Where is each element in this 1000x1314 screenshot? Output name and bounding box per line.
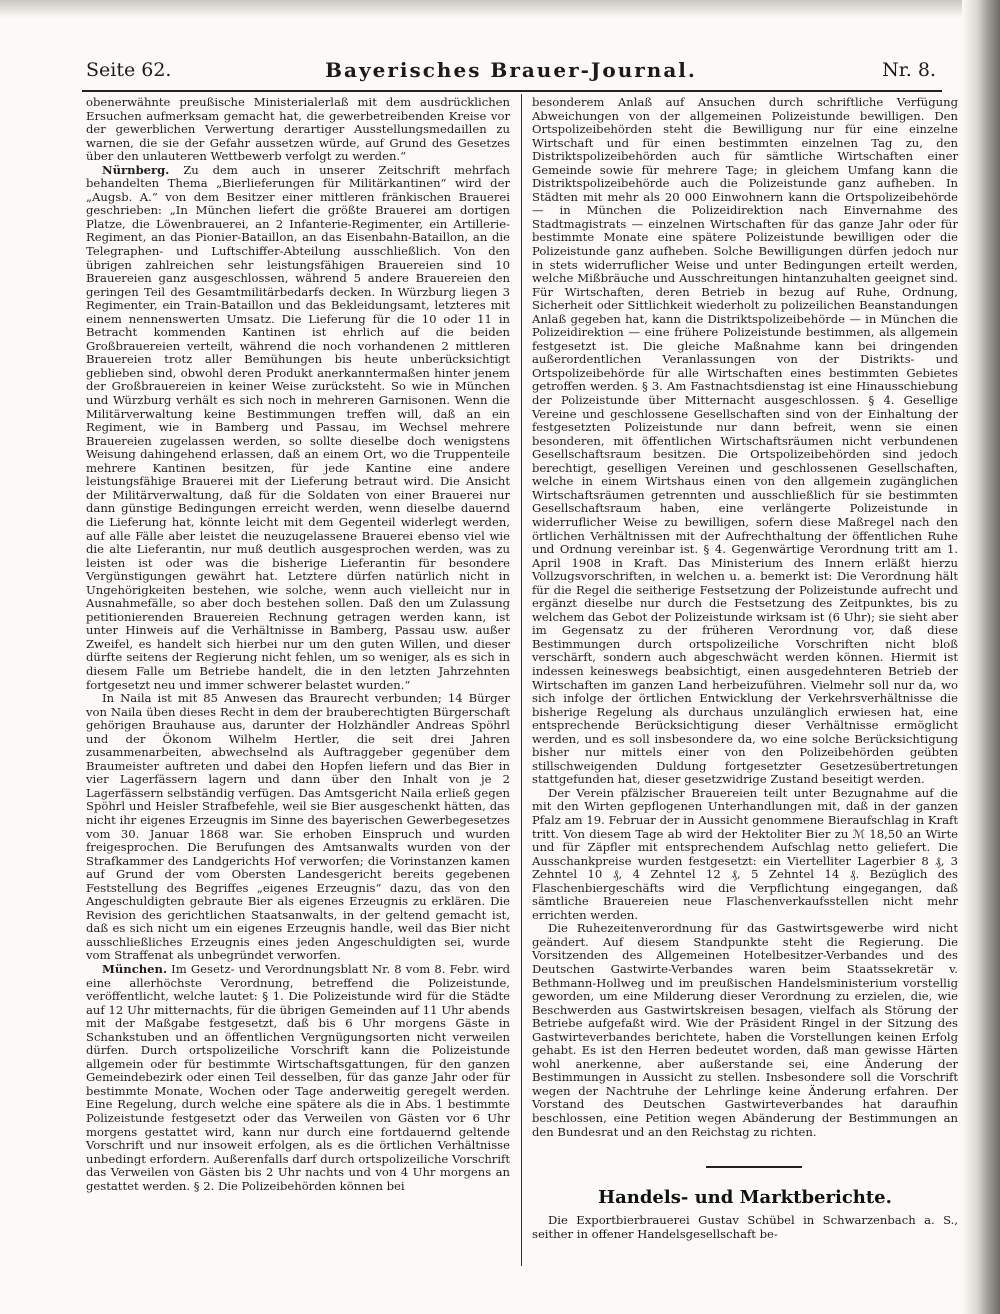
section-body xyxy=(532,1214,958,1241)
paragraph-ministerialerlass: obenerwähnte preußische Ministerialerlaß mit dem ausdrücklichen Ersuchen aufmerksam gemacht hat, die gewerbetreibenden Kreise vor der gewerblichen Verwertung derartiger Ausstellungsmedaillen zu warnen, die sie der Gefahr aussetzen würde, auf Grund des Gesetzes über den unlauteren Wettbewerb verfolgt zu werden.“ xyxy=(86,95,510,164)
scan-binding-shadow xyxy=(962,0,1000,1314)
paragraph-nuernberg xyxy=(86,164,510,692)
section-heading: Handels- und Marktberichte. xyxy=(598,1187,892,1208)
paragraph-muenchen-text: Im Gesetz- und Verordnungsblatt Nr. 8 vom 8. Febr. wird eine allerhöchste Verordnung, betreffend die Polizeistunde, veröffentlicht, welche lautet: § 1. Die Polizeistunde wird für die Städte auf 12 Uhr mitternachts, für die übrigen Gemeinden auf 11 Uhr abends mit der Maßgabe festgesetzt, daß bis 6 Uhr morgens Gäste in Schankstuben und an öffentlichen Vergnügungsorten nicht verweilen dürfen. Durch ortspolizeiliche Vorschrift kann die Polizeistunde allgemein oder für bestimmte Wirtschaftsgattungen, für den ganzen Gemeindebezirk oder einen Teil desselben, für das ganze Jahr oder für bestimmte Monate, Wochen oder Tage anderweitig geregelt werden. Eine Regelung, durch welche eine spätere als die in Abs. 1 bestimmte Polizeistunde festgesetzt oder das Verweilen von Gästen vor 6 Uhr morgens gestattet wird, kann nur durch eine fortdauernd geltende Vorschrift und nur insoweit erfolgen, als es die örtlichen Verhältnisse unbedingt erfordern. Außerenfalls darf durch ortspolizeiliche Vorschrift das Verweilen von Gästen bis 2 Uhr nachts und von 4 Uhr morgens an gestattet werden. § 2. Die Polizeibehörden können bei xyxy=(86,962,510,1193)
paragraph-naila: In Naila ist mit 85 Anwesen das Braurecht verbunden; 14 Bürger von Naila üben dieses Recht in dem der brauberechtigten Bürgerschaft gehörigen Brauhause aus, darunter der Holzhändler Andreas Spöhrl und der Ökonom Wilhelm Hertler, die seit drei Jahren zusammenarbeiten, abwechselnd als Auftraggeber gegenüber dem Braumeister auftreten und dabei den Hopfen liefern und das Bier in vier Lagerfässern lagern und dann über den Inhalt von je 2 Lagerfässern selbständig verfügen. Das Amtsgericht Naila erließ gegen Spöhrl und Heisler Strafbefehle, weil sie Bier ausgeschenkt hätten, das nicht ihr eigenes Erzeugnis im Sinne des bayerischen Gewerbegesetzes vom 30. Januar 1868 war. Sie erhoben Einspruch und wurden freigesprochen. Die Berufungen des Amtsanwalts wurden von der Strafkammer des Landgerichts Hof verworfen; die Vorinstanzen kamen auf Grund der vom Obersten Landesgericht bereits gegebenen Feststellung des Begriffes „eigenes Erzeugnis“ dazu, das von den Angeschuldigten gebraute Bier als eigenes Erzeugnis zu erklären. Die Revision des gerichtlichen Staatsanwalts, in der geltend gemacht ist, daß es sich nicht um ein eigenes Erzeugnis handle, weil das Bier nicht ausschließliches Erzeugnis eines jeden Angeschuldigten sei, wurde vom Straffenat als unbegründet verworfen. xyxy=(86,691,510,963)
section-rule xyxy=(706,1166,802,1168)
dateline-muenchen: München. xyxy=(102,962,168,976)
paragraph-verein-pfaelzischer-brauereien: Der Verein pfälzischer Brauereien teilt unter Bezugnahme auf die mit den Wirten gepflogenen Unterhandlungen mit, daß in der ganzen Pfalz am 19. Februar der in Aussicht genommene Bieraufschlag in Kraft tritt. Von diesem Tage ab wird der Hektoliter Bier zu ℳ 18,50 an Wirte und für Zäpfler mit entsprechendem Aufschlag netto geliefert. Die Ausschankpreise wurden festgesetzt: ein Viertelliter Lagerbier 8 ₰, 3 Zehntel 10 ₰, 4 Zehntel 12 ₰, 5 Zehntel 14 ₰. Bezüglich des Flaschenbiergeschäfts wird die Verpflichtung eingegangen, daß sämtliche Brauereien neue Flaschenverkaufsstellen nicht mehr errichten werden. xyxy=(532,785,958,922)
paragraph-exportbierbrauerei: Die Exportbierbrauerei Gustav Schübel in Schwarzenbach a. S., seither in offener Handelsgesellschaft be- xyxy=(532,1213,958,1241)
scan-top-shadow xyxy=(0,0,1000,18)
left-column xyxy=(86,96,510,1193)
paragraph-polizeistunde-continued: besonderem Anlaß auf Ansuchen durch schriftliche Verfügung Abweichungen von der allgemeinen Polizeistunde bewilligen. Den Ortspolizeibehörden steht die Bewilligung nur für eine einzelne Wirtschaft und für einen bestimmten einzelnen Tag zu, den Distriktspolizeibehörden auch für sämtliche Wirtschaften einer Gemeinde sowie für mehrere Tage; in gleichem Umfang kann die Distriktspolizeibehörde auch die Polizeistunde ganz aufheben. In Städten mit mehr als 20 000 Einwohnern kann die Ortspolizeibehörde — in München die Polizeidirektion nach Einvernahme des Stadtmagistrats — einzelnen Wirtschaften für das ganze Jahr oder für bestimmte Monate eine spätere Polizeistunde bewilligen oder die Polizeistunde ganz aufheben. Solche Bewilligungen dürfen jedoch nur in stets widerruflicher Weise und unter Bedingungen erteilt werden, welche Mißbräuche und Ausschreitungen hintanzuhalten geeignet sind. Für Wirtschaften, deren Betrieb in bezug auf Ruhe, Ordnung, Sicherheit oder Sittlichkeit wiederholt zu polizeilichen Beanstandungen Anlaß gegeben hat, kann die Distriktspolizeibehörde — in München die Polizeidirektion — eine frühere Polizeistunde bestimmen, als allgemein festgesetzt ist. Die gleiche Maßnahme kann bei dringenden außerordentlichen Veranlassungen von der Distrikts- und Ortspolizeibehörde für alle Wirtschaften eines bestimmten Gebietes getroffen werden. § 3. Am Fastnachtsdienstag ist eine Hinausschiebung der Polizeistunde über Mitternacht ausgeschlossen. § 4. Gesellige Vereine und geschlossene Gesellschaften sind von der Einhaltung der festgesetzten Polizeistunde nur dann befreit, wenn sie einen besonderen, mit öffentlichen Wirtschaftsräumen nicht verbundenen Gesellschaftsraum besitzen. Die Ortspolizeibehörden sind jedoch berechtigt, geselligen Vereinen und geschlossenen Gesellschaften, welche in einem Wirtshaus einen von den allgemein zugänglichen Wirtschaftsräumen getrennten und ausschließlich für sie bestimmten Gesellschaftsraum haben, eine verlängerte Polizeistunde in widerruflicher Weise zu bewilligen, sofern diese Maßregel nach den örtlichen Verhältnissen mit der Aufrechthaltung der öffentlichen Ruhe und Ordnung vereinbar ist. § 4. Gegenwärtige Verordnung tritt am 1. April 1908 in Kraft. Das Ministerium des Innern erläßt hierzu Vollzugsvorschriften, in welchen u. a. bemerkt ist: Die Verordnung hält für die Regel die seitherige Festsetzung der Polizeistunde aufrecht und ergänzt dieselbe nur durch die Festsetzung des Zeitpunktes, bis zu welchem das Gebot der Polizeistunde wirksam ist (6 Uhr); sie sieht aber im Gegensatz zu der früheren Verordnung vor, daß diese Bestimmungen durch ortspolizeiliche Vorschriften nicht bloß verschärft, sondern auch abgeschwächt werden können. Hiermit ist indessen keineswegs beabsichtigt, einen ausgedehnteren Betrieb der Wirtschaften im ganzen Land herbeizuführen. Vielmehr soll nur da, wo sich infolge der örtlichen Entwicklung der Verkehrsverhältnisse die bisherige Regelung als durchaus unzulänglich erwiesen hat, eine entsprechende Berücksichtigung dieser Verhältnisse ermöglicht werden, und es soll insbesondere da, wo eine solche Berücksichtigung bisher nur mittels einer von den Polizeibehörden geübten stillschweigenden Duldung fortgesetzter Gesetzesübertretungen stattgefunden hat, dieser gesetzwidrige Zustand beseitigt werden. xyxy=(532,95,958,787)
paragraph-ruhezeitenverordnung: Die Ruhezeitenverordnung für das Gastwirtsgewerbe wird nicht geändert. Auf diesem Standpunkte steht die Regierung. Die Vorsitzenden des Allgemeinen Hotelbesitzer-Verbandes und des Deutschen Gastwirte-Verbandes waren beim Staatssekretär v. Bethmann-Hollweg und im preußischen Handelsministerium vorstellig geworden, um eine Milderung dieser Verordnung zu erzielen, die, wie Beschwerden aus Gastwirtskreisen besagen, vielfach als Störung der Betriebe aufgefaßt wird. Wie der Präsident Ringel in der Sitzung des Gastwirteverbandes berichtete, haben die Vorstellungen keinen Erfolg gehabt. Es ist den Herren bedeutet worden, daß man gewisse Härten wohl anerkenne, aber außerstande sei, eine Änderung der Bestimmungen in Aussicht zu stellen. Insbesondere soll die Vorschrift wegen der Nachtruhe der Lehrlinge keine Änderung erfahren. Der Vorstand des Deutschen Gastwirteverbandes hat daraufhin beschlossen, eine Petition wegen Abänderung der Bestimmungen an den Bundesrat und an den Reichstag zu richten. xyxy=(532,921,958,1139)
page-header xyxy=(86,56,936,84)
dateline-nuernberg: Nürnberg. xyxy=(102,162,170,177)
paragraph-nuernberg-text: Zu dem auch in unserer Zeitschrift mehrfach behandelten Thema „Bierlieferungen für Militärkantinen“ wird der „Augsb. A.“ von dem Besitzer einer mittleren fränkischen Brauerei geschrieben: „In München liefert die größte Brauerei am dortigen Platze, die Löwenbrauerei, an 2 Infanterie-Regimenter, ein Artillerie-Regiment, an das Pionier-Bataillon, an das Eisenbahn-Bataillon, an die Telegraphen- und Luftschiffer-Abteilung ausschließlich. Von den übrigen zahlreichen sehr leistungsfähigen Brauereien sind 10 Brauereien ganz ausgeschlossen, während 5 andere Brauereien den geringen Teil des Gesamtmilitärbedarfs decken. In Würzburg liegen 3 Regimenter, ein Train-Bataillon und das Bekleidungsamt, letzteres mit einem nennenswerten Umsatz. Die Lieferung für die 10 oder 11 in Betracht kommenden Kantinen ist ehrlich auf die beiden Großbrauereien verteilt, während die noch vorhandenen 2 mittleren Brauereien trotz aller Bemühungen bis heute unberücksichtigt geblieben sind, obwohl deren Produkt anerkanntermaßen hinter jenem der Großbrauereien in keiner Weise zurücksteht. So wie in München und Würzburg verhält es sich noch in mehreren Garnisonen. Wenn die Militärverwaltung keine Bestimmungen treffen will, daß an ein Regiment, wie in Bamberg und Passau, im Wechsel mehrere Brauereien zugelassen werden, so sollte dieselbe doch wenigstens Weisung dahingehend erlassen, daß an einem Ort, wo die Truppenteile mehrere Kantinen besitzen, für jede Kantine eine andere leistungsfähige Brauerei mit der Lieferung betraut wird. Die Ansicht der Militärverwaltung, daß für die Soldaten von einer Brauerei nur dann günstige Bedingungen erreicht werden, wenn dieselbe dauernd die Lieferung hat, könnte leicht mit dem Gegenteil widerlegt werden, auf alle Fälle aber leistet die neuzugelassene Brauerei ebenso viel wie die alte Lieferantin, nur muß deutlich ausgesprochen werden, was zu leisten ist oder was die bisherige Lieferantin für besondere Vergünstigungen gewährt hat. Letztere dürfen natürlich nicht in Ungehörigkeiten bestehen, wie solche, wenn auch vielleicht nur in Ausnahmefälle, so aber doch bestehen sollen. Daß den um Zulassung petitionierenden Brauereien Rechnung getragen werden kann, ist unter Hinweis auf die Verhältnisse in Bamberg, Passau usw. außer Zweifel, es handelt sich hierbei nur um den guten Willen, und dieser dürfte seitens der Regierung nicht fehlen, um so weniger, als es sich in diesem Falle um Betriebe handelt, die in den letzten Jahrzehnten fortgesetzt neu und immer schwerer belastet wurden.“ xyxy=(86,162,510,692)
issue-number: Nr. 8. xyxy=(882,59,936,81)
header-rule xyxy=(82,90,942,92)
paragraph-muenchen xyxy=(86,963,510,1193)
right-column xyxy=(532,96,958,1139)
column-divider xyxy=(521,94,522,1266)
journal-title: Bayerisches Brauer-Journal. xyxy=(325,58,697,82)
page-number: Seite 62. xyxy=(86,59,172,81)
